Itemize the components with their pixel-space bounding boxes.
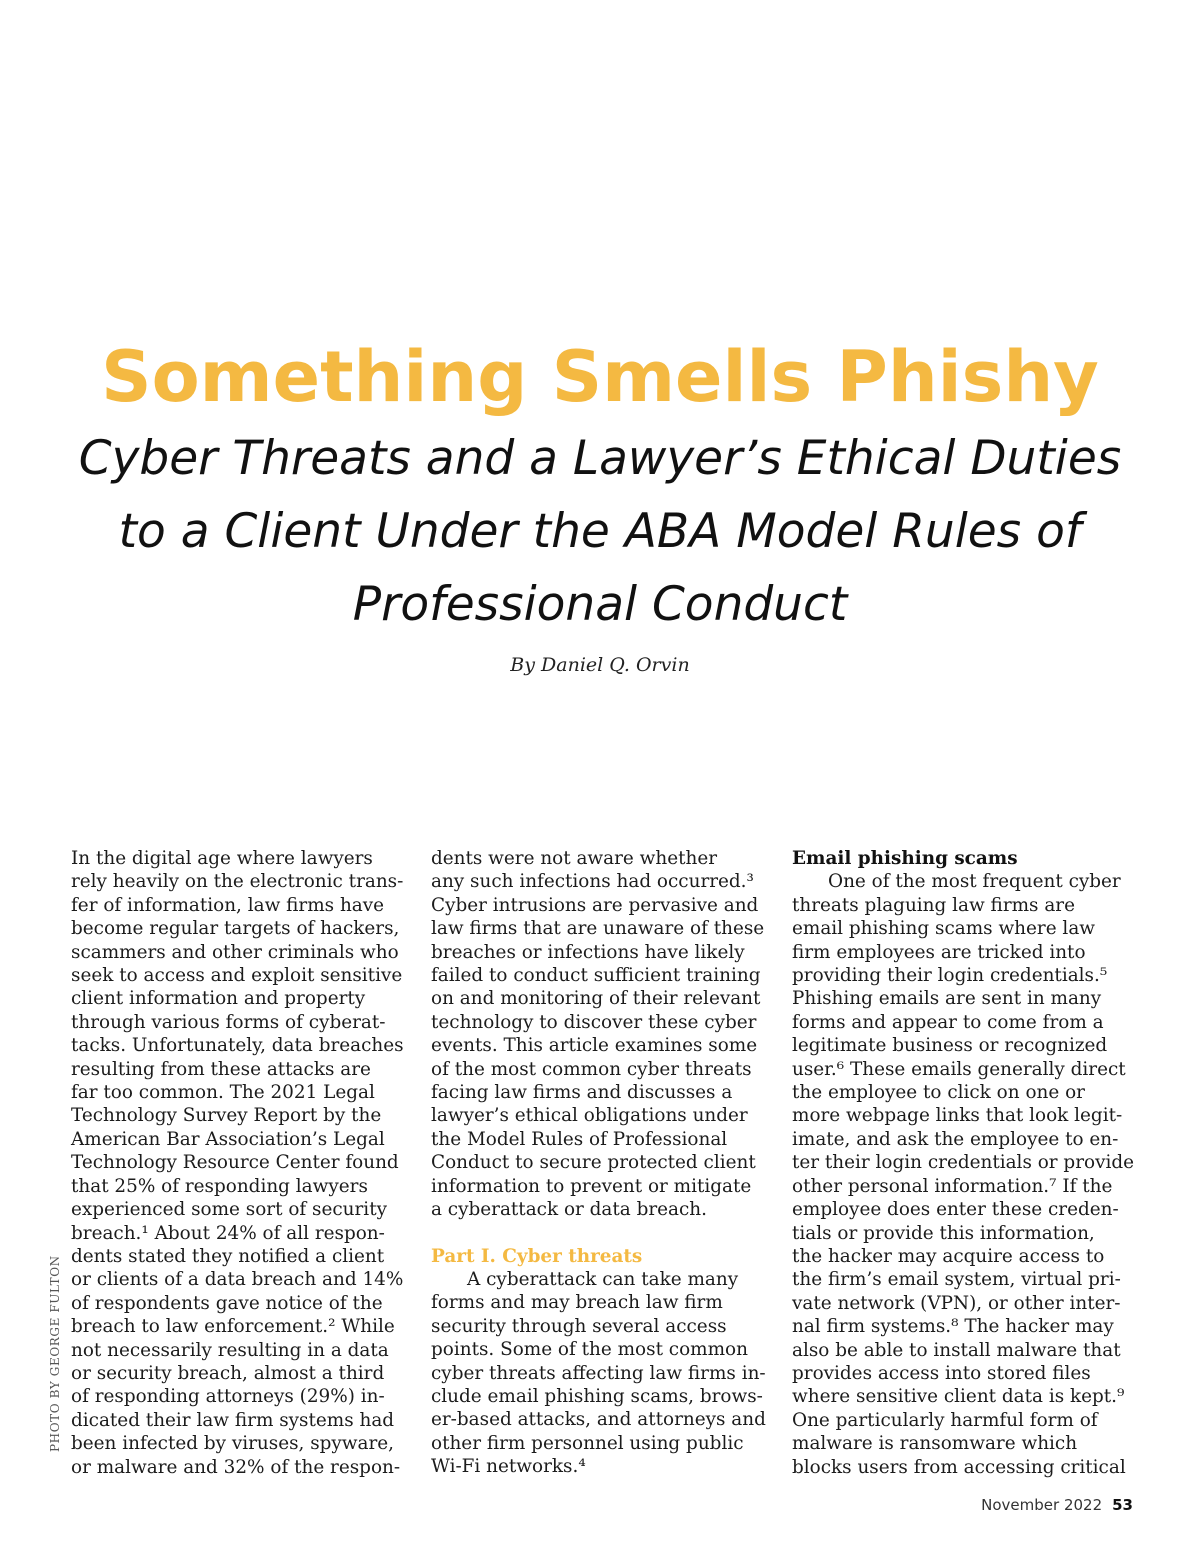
column-2 — [431, 847, 776, 1479]
text-line: seek to access and exploit sensitive — [71, 965, 403, 987]
column-1 — [71, 847, 416, 1479]
text-line: A cyberattack can take many — [467, 1268, 739, 1290]
text-line: vate network (VPN), or other inter- — [792, 1292, 1121, 1314]
text-line: cyber threats affecting law firms in- — [431, 1362, 766, 1384]
column-3 — [792, 847, 1137, 1479]
text-line: tacks. Unfortunately, data breaches — [71, 1035, 404, 1057]
text-line: provides access into stored files — [792, 1362, 1091, 1384]
text-line: email phishing scams where law — [792, 918, 1096, 940]
text-line: imate, and ask the employee to en- — [792, 1128, 1119, 1150]
text-line: the Model Rules of Professional — [431, 1128, 728, 1150]
text-line: through various forms of cyberat- — [71, 1011, 386, 1033]
text-line: In the digital age where lawyers — [71, 848, 373, 869]
email-phishing-paragraph — [792, 870, 1137, 1479]
text-line: the firm’s email system, virtual pri- — [792, 1269, 1121, 1291]
text-line: resulting from these attacks are — [71, 1058, 371, 1080]
text-line: Phishing emails are sent in many — [792, 988, 1102, 1010]
text-line: technology to discover these cyber — [431, 1011, 757, 1033]
text-line: experienced some sort of security — [71, 1199, 387, 1221]
text-line: become regular targets of hackers, — [71, 918, 400, 940]
text-line: forms and may breach law firm — [431, 1292, 723, 1314]
article-subtitle: Cyber Threats and a Lawyer’s Ethical Duties to a Client Under the ABA Model Rules of Professional Conduct — [78, 431, 1122, 632]
text-line: blocks users from accessing critical — [792, 1456, 1126, 1478]
text-line: the employee to click on one or — [792, 1082, 1085, 1104]
text-line: breach.¹ About 24% of all respon- — [71, 1222, 385, 1244]
article-title: Something Smells Phishy — [101, 336, 1099, 418]
text-line: been infected by viruses, spyware, — [71, 1433, 395, 1455]
text-line: user.⁶ These emails generally direct — [792, 1058, 1126, 1080]
text-line: ter their login credentials or provide — [792, 1152, 1134, 1174]
text-line: or clients of a data breach and 14% — [71, 1269, 404, 1291]
text-line: breach to law enforcement.² While — [71, 1316, 395, 1338]
text-line: of the most common cyber threats — [431, 1058, 752, 1080]
text-line: er-based attacks, and attorneys and — [431, 1409, 766, 1431]
text-line: rely heavily on the electronic trans- — [71, 871, 404, 893]
text-line: where sensitive client data is kept.⁹ — [792, 1386, 1125, 1408]
text-line: more webpage links that look legit- — [792, 1105, 1123, 1127]
text-line: not necessarily resulting in a data — [71, 1339, 389, 1361]
text-line: events. This article examines some — [431, 1035, 758, 1057]
section-heading-cyber-threats: Part I. Cyber threats — [431, 1245, 643, 1267]
text-line: that 25% of responding lawyers — [71, 1175, 368, 1197]
text-line: fer of information, law firms have — [71, 894, 385, 916]
text-line: clude email phishing scams, brows- — [431, 1385, 763, 1407]
text-line: other firm personnel using public — [431, 1432, 744, 1454]
text-line: other personal information.⁷ If the — [792, 1175, 1113, 1197]
text-line: malware is ransomware which — [792, 1433, 1078, 1455]
text-line: Technology Survey Report by the — [71, 1105, 382, 1127]
text-line: or security breach, almost a third — [71, 1362, 385, 1384]
text-line: points. Some of the most common — [431, 1339, 748, 1361]
text-line: far too common. The 2021 Legal — [71, 1082, 375, 1104]
intro-paragraph-continued — [431, 847, 776, 1222]
text-line: security through several access — [431, 1315, 727, 1337]
page-number: 53 — [1112, 1496, 1133, 1514]
text-line: lawyer’s ethical obligations under — [431, 1105, 748, 1127]
text-line: One particularly harmful form of — [792, 1409, 1098, 1431]
text-line: nal firm systems.⁸ The hacker may — [792, 1316, 1114, 1338]
text-line: breaches or infections have likely — [431, 941, 745, 963]
text-line: the hacker may acquire access to — [792, 1245, 1105, 1267]
page-footer — [981, 1496, 1133, 1514]
text-line: forms and appear to come from a — [792, 1011, 1104, 1033]
photo-credit: PHOTO BY GEORGE FULTON — [48, 1255, 62, 1452]
text-line: law firms that are unaware of these — [431, 918, 765, 940]
byline: By Daniel Q. Orvin — [510, 654, 690, 676]
section-heading-email-phishing: Email phishing scams — [792, 848, 1018, 869]
intro-paragraph — [71, 847, 416, 1479]
text-line: scammers and other criminals who — [71, 941, 399, 963]
text-line: dents stated they notified a client — [71, 1245, 385, 1267]
text-line: any such infections had occurred.³ — [431, 871, 754, 893]
issue-date: November 2022 — [981, 1496, 1103, 1514]
text-line: employee does enter these creden- — [792, 1199, 1119, 1221]
text-line: Wi-Fi networks.⁴ — [431, 1456, 586, 1478]
text-line: threats plaguing law firms are — [792, 894, 1075, 916]
text-line: providing their login credentials.⁵ — [792, 965, 1108, 987]
text-line: or malware and 32% of the respon- — [71, 1456, 401, 1478]
text-line: information to prevent or mitigate — [431, 1175, 752, 1197]
text-line: firm employees are tricked into — [792, 941, 1086, 963]
text-line: on and monitoring of their relevant — [431, 988, 761, 1010]
text-line: of respondents gave notice of the — [71, 1292, 383, 1314]
text-line: legitimate business or recognized — [792, 1035, 1108, 1057]
text-line: also be able to install malware that — [792, 1339, 1121, 1361]
text-line: tials or provide this information, — [792, 1222, 1095, 1244]
text-line: Technology Resource Center found — [71, 1152, 399, 1174]
text-line: Cyber intrusions are pervasive and — [431, 894, 759, 916]
text-line: facing law firms and discusses a — [431, 1082, 733, 1104]
text-line: of responding attorneys (29%) in- — [71, 1386, 385, 1408]
text-line: dicated their law firm systems had — [71, 1409, 395, 1431]
text-line: a cyberattack or data breach. — [431, 1199, 707, 1221]
text-line: One of the most frequent cyber — [828, 871, 1121, 893]
text-line: client information and property — [71, 988, 366, 1010]
cyber-threats-paragraph — [431, 1268, 776, 1479]
text-line: Conduct to secure protected client — [431, 1152, 756, 1174]
text-line: American Bar Association’s Legal — [71, 1128, 385, 1150]
text-line: failed to conduct sufficient training — [431, 965, 761, 987]
text-line: dents were not aware whether — [431, 848, 718, 869]
